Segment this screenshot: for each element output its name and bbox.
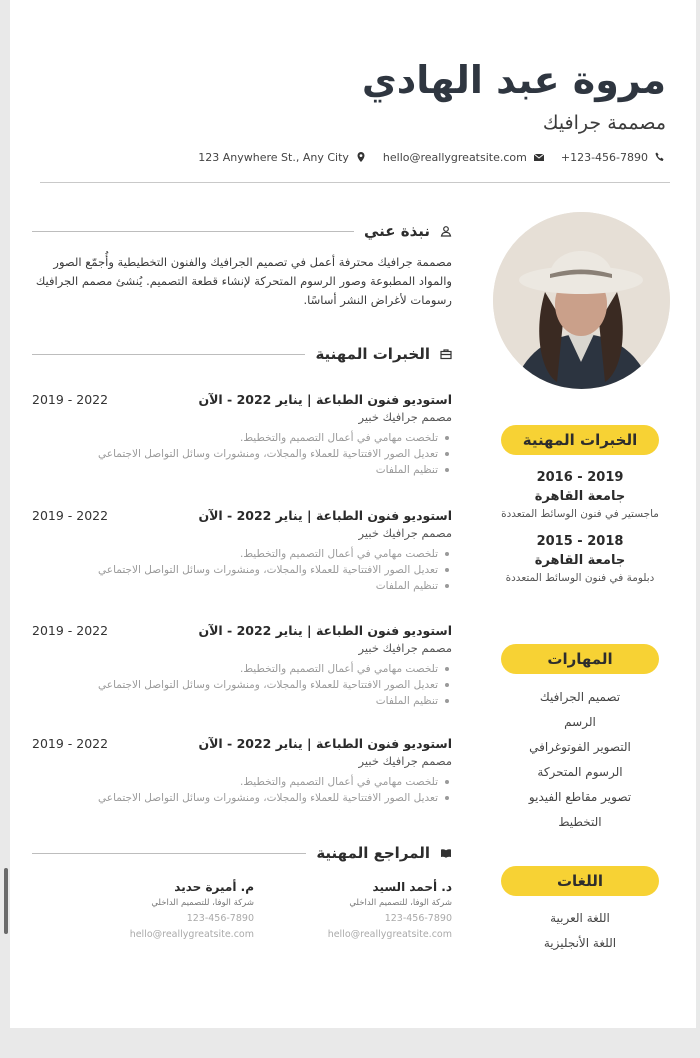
experience-section-header [32,343,452,365]
job-bullet: تلخصت مهامي في أعمال التصميم والتخطيط. [32,661,438,677]
contact-address [198,151,367,164]
language-item: اللغة الأنجليزية [543,936,617,950]
job-entry-4 [32,734,452,806]
job-bullets [32,546,452,594]
education-degree: دبلومة في فنون الوسائط المتعددة [505,572,655,584]
contact-email [383,151,545,164]
reference-email: hello@reallygreatsite.com [327,929,452,940]
job-bullet: تعديل الصور الافتتاحية للعملاء والمجلات، ومنشورات وسائل التواصل الاجتماعي [32,446,438,462]
header-divider [40,182,670,183]
job-role: مصمم جرافيك خبير [358,754,452,768]
skill-item: التخطيط [558,815,602,829]
reference-company: شركة الوفا، للتصميم الداخلي [151,898,254,908]
references-heading: المراجع المهنية [316,844,430,862]
job-bullet: تنظيم الملفات [32,462,438,478]
job-entry-2 [32,506,452,594]
job-bullet: تلخصت مهامي في أعمال التصميم والتخطيط. [32,430,438,446]
reference-name: م. أميرة حديد [174,880,254,894]
about-text: مصممة جرافيك محترفة أعمل في تصميم الجرافيك والفنون التخطيطية وأُجمّع الصور والمواد المطبوعة وصور الرسوم المتحركة لإنشاء قطعة التصميم. يُنشئ مصمم الجرافيك رسومات لأغراض النشر أساسًا. [35,255,452,307]
envelope-icon [533,151,545,163]
portrait-image [493,212,670,389]
job-bullets [32,430,452,478]
resume-name: مروة عبد الهادي [361,58,666,102]
job-bullet: تنظيم الملفات [32,693,438,709]
skill-item: التصوير الفوتوغرافي [529,740,631,754]
resume-page [10,0,696,1028]
education-years: 2016 - 2019 [536,470,624,485]
reference-name: د. أحمد السيد [372,880,452,894]
job-bullets [32,774,452,806]
job-bullets [32,661,452,709]
experience-heading: الخبرات المهنية [315,345,430,363]
job-years: 2019 - 2022 [32,391,109,407]
briefcase-icon [440,348,452,360]
reference-company: شركة الوفا، للتصميم الداخلي [349,898,452,908]
job-company: استوديو فنون الطباعة | يناير 2022 - الآن [198,507,452,523]
skills-heading-pill: المهارات [501,644,659,674]
languages-list [480,906,680,956]
user-icon [440,225,452,237]
skill-item: الرسم [564,715,596,729]
job-company: استوديو فنون الطباعة | يناير 2022 - الآن [198,391,452,407]
language-item: اللغة العربية [550,911,610,925]
education-school: جامعة القاهرة [534,553,626,568]
education-item [480,534,680,584]
resume-title: مصممة جرافيك [542,112,666,134]
job-bullet: تنظيم الملفات [32,578,438,594]
profile-photo [493,212,670,389]
about-divider [32,231,354,232]
reference-card-1 [272,880,452,940]
job-role: مصمم جرافيك خبير [358,641,452,655]
job-bullet: تلخصت مهامي في أعمال التصميم والتخطيط. [32,774,438,790]
job-entry-3 [32,621,452,709]
about-heading: نبذة عني [363,222,430,240]
education-list [480,470,680,584]
job-role: مصمم جرافيك خبير [358,410,452,424]
contact-phone [561,151,666,164]
reference-phone: 123-456-7890 [186,913,254,924]
education-degree: ماجستير في فنون الوسائط المتعددة [501,508,659,520]
address-text: 123 Anywhere St., Any City [198,150,349,164]
education-years: 2015 - 2018 [536,534,624,549]
education-school: جامعة القاهرة [534,489,626,504]
job-bullet: تعديل الصور الافتتاحية للعملاء والمجلات، ومنشورات وسائل التواصل الاجتماعي [32,677,438,693]
reference-email: hello@reallygreatsite.com [129,929,254,940]
skill-item: تصميم الجرافيك [539,690,621,704]
references-section-header [32,842,452,864]
reference-card-2 [74,880,254,940]
contact-bar [46,148,666,166]
job-bullet: تعديل الصور الافتتاحية للعملاء والمجلات، ومنشورات وسائل التواصل الاجتماعي [32,790,438,806]
languages-heading-pill: اللغات [501,866,659,896]
job-bullet: تعديل الصور الافتتاحية للعملاء والمجلات، ومنشورات وسائل التواصل الاجتماعي [32,562,438,578]
experience-divider [32,354,305,355]
job-years: 2019 - 2022 [32,622,109,638]
job-company: استوديو فنون الطباعة | يناير 2022 - الآن [198,735,452,751]
book-icon [440,847,452,859]
education-heading-pill: الخبرات المهنية [501,425,659,455]
phone-text: +123-456-7890 [560,150,648,164]
skill-item: الرسوم المتحركة [537,765,623,779]
job-years: 2019 - 2022 [32,735,109,751]
job-entry-1 [32,390,452,478]
education-item [480,470,680,520]
skills-list [480,685,680,835]
location-pin-icon [355,151,367,163]
job-role: مصمم جرافيك خبير [358,526,452,540]
skill-item: تصوير مقاطع الفيديو [528,790,632,804]
references-divider [32,853,306,854]
reference-phone: 123-456-7890 [384,913,452,924]
phone-icon [654,151,666,163]
about-section-header [32,220,452,242]
job-company: استوديو فنون الطباعة | يناير 2022 - الآن [198,622,452,638]
scrollbar-thumb[interactable] [4,868,8,934]
job-bullet: تلخصت مهامي في أعمال التصميم والتخطيط. [32,546,438,562]
email-text: hello@reallygreatsite.com [382,150,527,164]
job-years: 2019 - 2022 [32,507,109,523]
